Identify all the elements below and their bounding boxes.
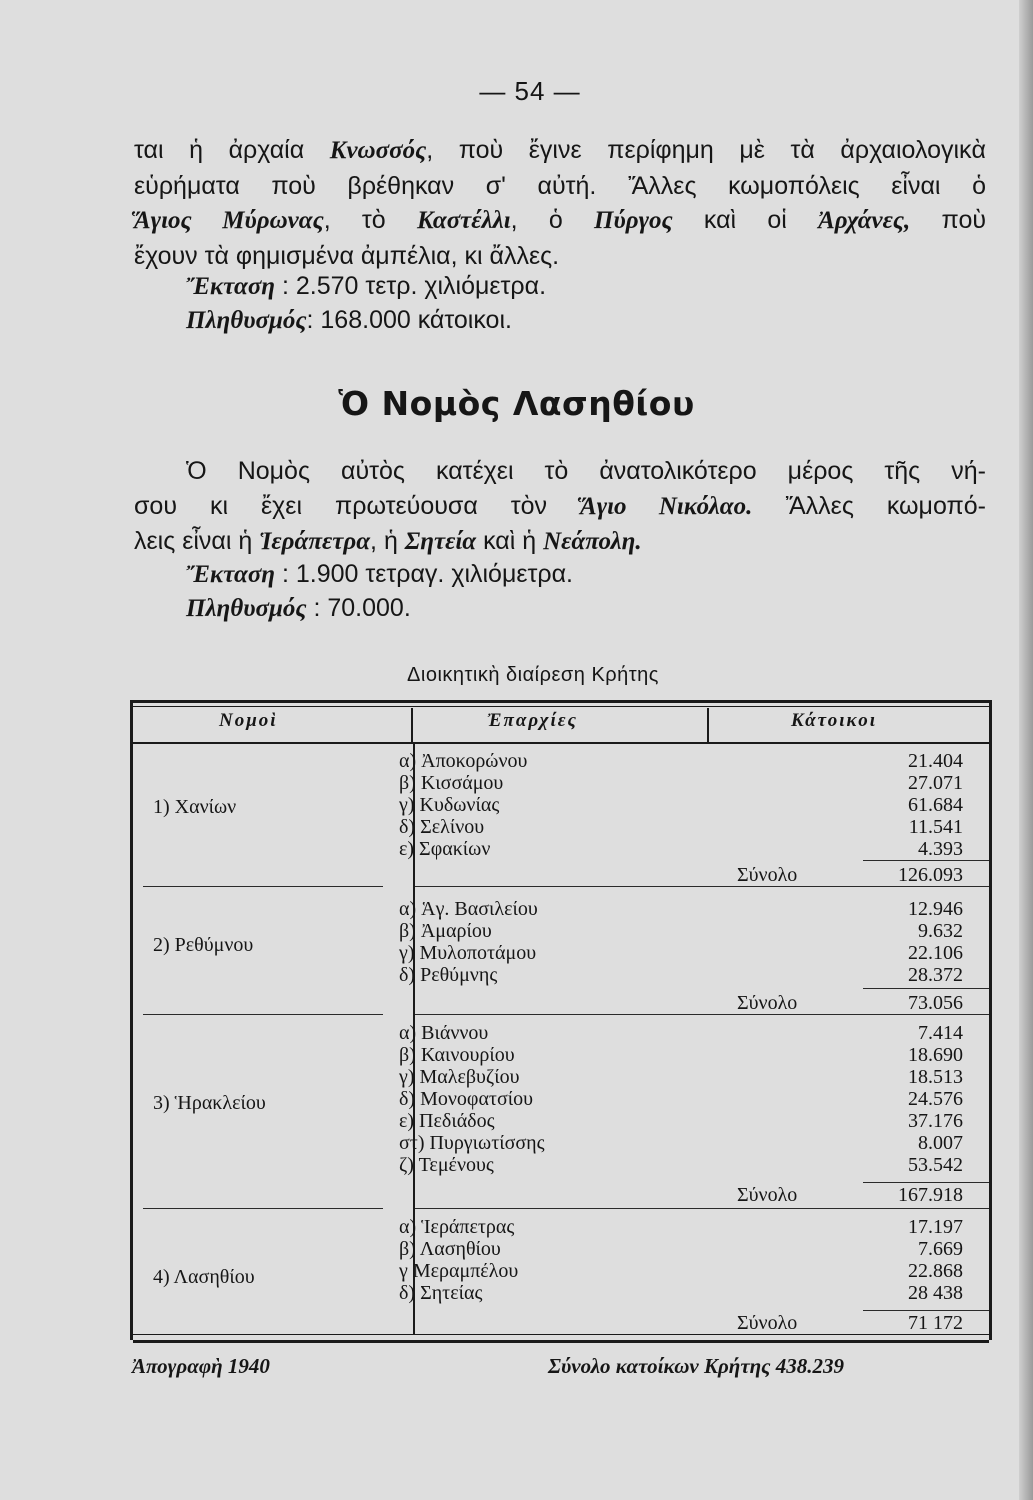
province-cell: β) Ἀμαρίου (399, 920, 492, 942)
crete-total-population: Σύνολο κατοίκων Κρήτης 438.239 (548, 1354, 845, 1378)
province-list (399, 1022, 545, 1176)
province-cell: δ) Σελίνου (399, 816, 485, 838)
para2-line-1: Ὁ Νομὸς αὐτὸς κατέχει τὸ ἀνατολικότερο μέρος τῆς νή- (186, 457, 986, 485)
header-eparchies: Ἐπαρχίες (487, 710, 578, 731)
para2-line-3: λεις εἶναι ἡ Ἱεράπετρα, ἡ Σητεία καὶ ἡ Νεάπολη. (134, 527, 642, 555)
header-rule (133, 742, 989, 744)
subtotal-rule-1 (863, 860, 989, 861)
population-cell: 18.690 (908, 1044, 963, 1066)
population-cell: 7.414 (918, 1022, 963, 1044)
header-divider-2 (707, 708, 709, 742)
population-cell: 61.684 (908, 794, 963, 816)
total-label: Σύνολο (737, 864, 798, 886)
para1-line-4: ἔχουν τὰ φημισμένα ἀμπέλια, κι ἄλλες. (134, 241, 560, 270)
group-name-lasithi: 4) Λασηθίου (153, 1266, 255, 1288)
header-divider-1 (411, 708, 413, 742)
province-cell: γ) Μυλοποτάμου (399, 942, 537, 964)
population-cell: 7.669 (918, 1238, 963, 1260)
total-label: Σύνολο (737, 1184, 798, 1206)
population-fact-heraklion: Πληθυσμός: 168.000 κάτοικοι. (186, 306, 512, 334)
population-cell: 11.541 (908, 816, 963, 838)
total-value: 167.918 (898, 1184, 963, 1206)
group-separator-2 (143, 1014, 383, 1015)
group-separator-1 (143, 886, 383, 887)
population-cell: 17.197 (908, 1216, 963, 1238)
para1-line-3: Ἅγιος Μύρωνας, τὸ Καστέλλι, ὁ Πύργος καὶ οἱ Ἀρχάνες, ποὺ (134, 206, 987, 234)
para1-line-2: εὑρήματα ποὺ βρέθηκαν σ' αὐτή. Ἄλλες κωμοπόλεις εἶναι ὁ (134, 171, 986, 200)
header-nomoi: Νομοὶ (219, 710, 278, 731)
population-cell: 28.372 (908, 964, 963, 986)
population-cell: 22.106 (908, 942, 963, 964)
population-cell: 12.946 (908, 898, 963, 920)
population-fact-lasithi: Πληθυσμός : 70.000. (186, 594, 411, 622)
population-cell: 22.868 (908, 1260, 963, 1282)
province-cell: στ) Πυργιωτίσσης (399, 1132, 545, 1154)
province-cell: γ Μεραμπέλου (399, 1260, 519, 1282)
province-cell: β) Λασηθίου (399, 1238, 501, 1260)
total-label: Σύνολο (737, 1312, 798, 1334)
paragraph-heraklion-end (134, 133, 986, 273)
province-cell: α) Ἱεράπετρας (399, 1216, 515, 1238)
province-cell: α) Ἀποκορώνου (399, 750, 528, 772)
group-rule-3 (415, 1208, 989, 1209)
population-cell: 27.071 (908, 772, 963, 794)
province-cell: δ) Μονοφατσίου (399, 1088, 534, 1110)
total-value: 71 172 (908, 1312, 963, 1334)
total-value: 73.056 (908, 992, 963, 1014)
province-cell: β) Καινουρίου (399, 1044, 515, 1066)
province-cell: δ) Ρεθύμνης (399, 964, 498, 986)
administrative-division-table (130, 700, 992, 1340)
province-cell: δ) Σητείας (399, 1282, 483, 1304)
table-bottom-rule-inner (133, 1334, 989, 1335)
table-title: Διοικητικὴ διαίρεση Κρήτης (407, 664, 659, 686)
population-cell: 21.404 (908, 750, 963, 772)
population-cell: 8.007 (918, 1132, 963, 1154)
population-list (908, 898, 963, 986)
population-cell: 9.632 (918, 920, 963, 942)
province-list (399, 898, 538, 986)
group-name-heraklion: 3) Ἡρακλείου (153, 1092, 266, 1114)
group-separator-3 (143, 1208, 383, 1209)
para1-line-1: ται ἡ ἀρχαία Κνωσσός, ποὺ ἔγινε περίφημη μὲ τὰ ἀρχαιολογικὰ (134, 136, 987, 164)
table-bottom-rule (133, 1340, 989, 1343)
group-name-rethymno: 2) Ρεθύμνου (153, 934, 254, 956)
province-cell: γ) Μαλεβυζίου (399, 1066, 520, 1088)
population-cell: 4.393 (918, 838, 963, 860)
para2-line-2: σου κι ἔχει πρωτεύουσα τὸν Ἅγιο Νικόλαο. Ἄλλες κωμοπό- (134, 491, 986, 520)
population-cell: 53.542 (908, 1154, 963, 1176)
population-cell: 37.176 (908, 1110, 963, 1132)
header-katoikoi: Κάτοικοι (791, 710, 878, 731)
province-cell: γ) Κυδωνίας (399, 794, 500, 816)
page-number: — 54 — (479, 76, 581, 106)
province-cell: ε) Πεδιάδος (399, 1110, 495, 1132)
province-cell: ζ) Τεμένους (399, 1154, 494, 1176)
province-cell: α) Βιάννου (399, 1022, 489, 1044)
subtotal-rule-3 (863, 1182, 989, 1183)
table-top-rule (133, 700, 989, 703)
population-cell: 28 438 (908, 1282, 963, 1304)
subtotal-rule-2 (863, 988, 989, 989)
population-cell: 18.513 (908, 1066, 963, 1088)
section-heading-lasithi: Ὁ Νομὸς Λασηθίου (338, 384, 695, 423)
table-top-rule-inner (133, 706, 989, 707)
paragraph-lasithi (134, 454, 986, 560)
group-rule-2 (415, 1014, 989, 1015)
area-fact-lasithi: Ἔκταση : 1.900 τετραγ. χιλιόμετρα. (186, 560, 574, 588)
population-list (908, 750, 963, 860)
total-value: 126.093 (898, 864, 963, 886)
subtotal-rule-4 (863, 1310, 989, 1311)
population-list (908, 1216, 963, 1304)
province-list (399, 1216, 518, 1304)
census-note: Ἀπογραφὴ 1940 (132, 1354, 270, 1378)
province-cell: ε) Σφακίων (399, 838, 491, 860)
province-list (399, 750, 527, 860)
population-cell: 24.576 (908, 1088, 963, 1110)
province-cell: α) Ἁγ. Βασιλείου (399, 898, 538, 920)
page-edge-shadow (1019, 0, 1033, 1500)
population-list (908, 1022, 963, 1176)
area-fact-heraklion: Ἔκταση : 2.570 τετρ. χιλιόμετρα. (186, 272, 547, 300)
total-label: Σύνολο (737, 992, 798, 1014)
province-cell: β) Κισσάμου (399, 772, 504, 794)
group-name-chania: 1) Χανίων (153, 796, 237, 818)
